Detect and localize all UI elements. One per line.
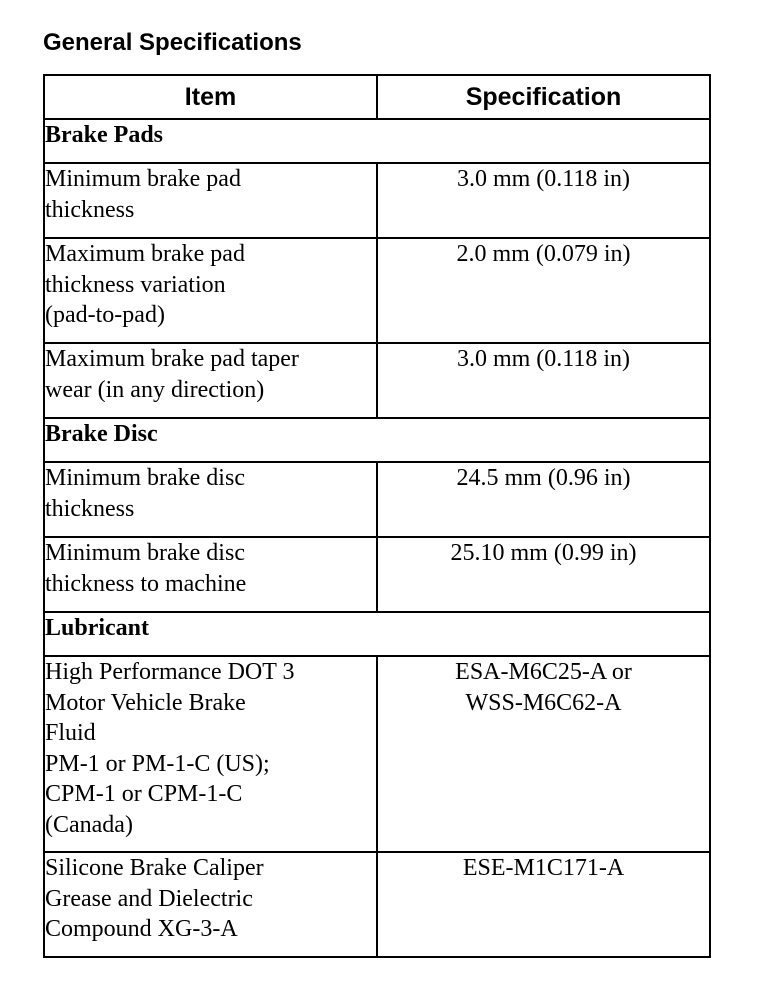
item-text-line: thickness variation [45,271,226,298]
item-cell [44,343,377,418]
column-header-specification: Specification [377,75,710,119]
specification-text-line: 2.0 mm (0.079 in) [456,241,631,267]
section-row-brake-disc [44,418,710,462]
item-text-line: Maximum brake pad [45,241,245,267]
item-text-line: Grease and Dielectric [45,885,253,912]
item-text-line: Minimum brake pad [45,166,241,192]
item-cell [44,462,377,537]
section-row-brake-pads [44,119,710,163]
table-row [44,462,710,537]
item-cell [44,852,377,957]
column-header-item: Item [44,75,377,119]
item-text-line: Fluid [45,720,96,746]
item-text-line: Silicone Brake Caliper [45,855,264,881]
item-text-line: (pad-to-pad) [45,302,165,328]
specification-text-line: ESA-M6C25-A or [455,659,632,685]
section-title: Brake Pads [44,119,710,163]
specification-text-line: 3.0 mm (0.118 in) [456,346,631,372]
item-text-line: Minimum brake disc [45,540,245,566]
item-text-line: thickness [45,196,135,223]
specification-text-line: 3.0 mm (0.118 in) [456,166,631,192]
specification-cell [377,852,710,957]
item-cell [44,163,377,238]
item-cell [44,238,377,343]
table-row [44,163,710,238]
section-row-lubricant [44,612,710,656]
item-text-line: Motor Vehicle Brake [45,689,246,716]
item-cell [44,656,377,852]
table-row [44,238,710,343]
item-text-line: High Performance DOT 3 [45,659,295,685]
table-row [44,537,710,612]
table-header-row [44,75,710,119]
item-text-line: PM-1 or PM-1-C (US); [45,750,270,777]
item-text-line: Maximum brake pad taper [45,346,299,372]
item-text-line: thickness [45,495,135,522]
specification-cell [377,343,710,418]
specification-cell [377,238,710,343]
table-row [44,343,710,418]
item-cell [44,537,377,612]
specification-cell [377,537,710,612]
page-title: General Specifications [43,29,302,56]
specification-text-line: WSS-M6C62-A [465,689,622,716]
table-row [44,656,710,852]
item-text-line: thickness to machine [45,570,247,597]
section-title: Brake Disc [44,418,710,462]
specifications-table [43,74,711,958]
item-text-line: (Canada) [45,811,133,838]
specification-text-line: 24.5 mm (0.96 in) [456,465,631,491]
table-row [44,852,710,957]
section-title: Lubricant [44,612,710,656]
specification-cell [377,462,710,537]
specification-text-line: ESE-M1C171-A [462,855,625,881]
item-text-line: Minimum brake disc [45,465,245,491]
specification-cell [377,656,710,852]
item-text-line: CPM-1 or CPM-1-C [45,781,243,807]
specification-cell [377,163,710,238]
specification-text-line: 25.10 mm (0.99 in) [450,540,637,566]
item-text-line: wear (in any direction) [45,376,265,403]
item-text-line: Compound XG-3-A [45,916,238,942]
